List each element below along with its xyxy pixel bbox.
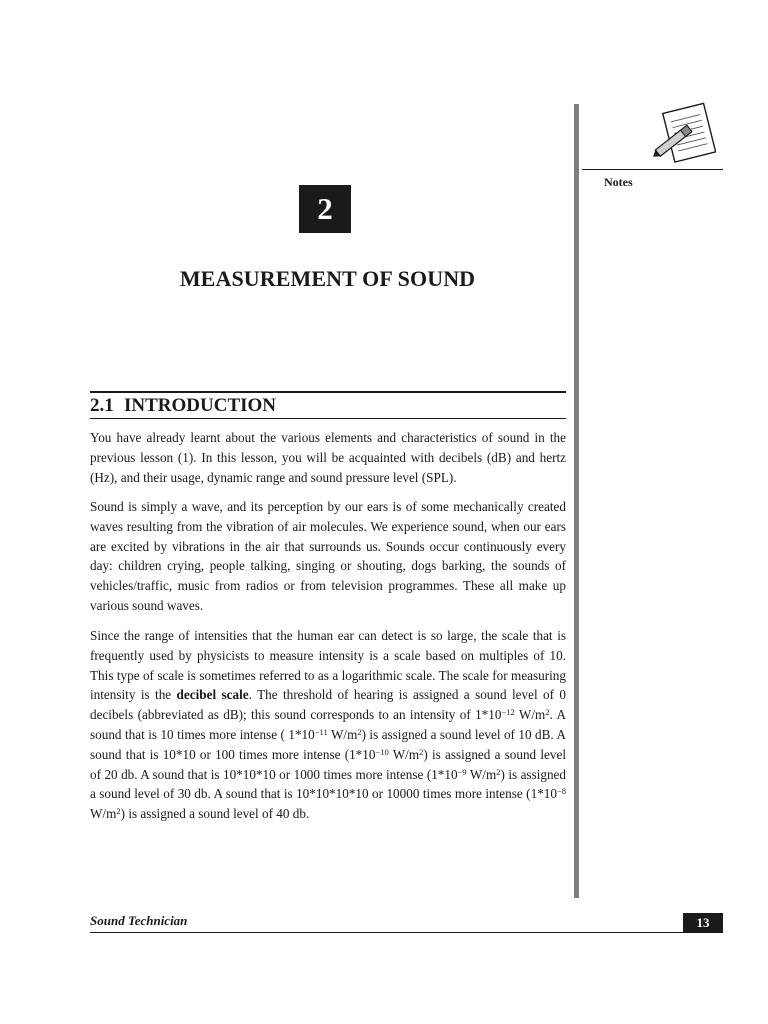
page-number: 13: [683, 913, 723, 932]
footer-rule: [90, 932, 723, 933]
section-rule-bottom: [90, 418, 566, 419]
writing-pad-icon: [648, 102, 716, 166]
section-title: INTRODUCTION: [124, 395, 277, 416]
margin-divider: [574, 104, 579, 898]
section-rule-top: [90, 391, 566, 393]
chapter-number: 2: [299, 185, 351, 233]
section-heading: [90, 395, 276, 417]
paragraph-sound-wave: Sound is simply a wave, and its perception by our ears is of some mechanically created waves resulting from the vibration of air molecules. We experience sound, when our ears are excited by vibrations in the air that surrounds us. Sounds occur continuously every day: children crying, people talking, singing or shouting, dogs barking, the sounds of vehicles/traffic, music from radios or from television programmes. These all make up various sound waves.: [90, 499, 566, 613]
decibel-scale-term: decibel scale: [176, 687, 249, 703]
notes-label: Notes: [604, 175, 633, 189]
notes-rule: [582, 169, 723, 170]
footer-course-title: Sound Technician: [90, 913, 188, 928]
section-number: 2.1: [90, 395, 114, 416]
paragraph-decibel-scale: Since the range of intensities that the human ear can detect is so large, the scale that is frequently used by physicists to measure intensity is a scale based on multiples of 10. This type of scale is sometimes referred to as a logarithmic scale. The scale for measuring intensity is the decibel scale. The threshold of hearing is assigned a sound level of 0 decibels (abbreviated as dB); this sound corresponds to an intensity of $1*10^{-12}$ $W/m^2$. A sound that is 10 times more intense ( $1*10^{-11}$ $W/m^2$) is assigned a sound level of 10 dB. A sound that is 10*10 or 100 times more intense ($1*10^{-10}$ $W/m^2$) is assigned a sound level of 20 db. A sound that is 10*10*10 or 1000 times more intense ($1*10^{-9}$ $W/m^2$) is assigned a sound level of 30 db. A sound that is 10*10*10*10 or 10000 times more intense ($1*10^{-8}$ $W/m^2$) is assigned a sound level of 40 db.: [90, 628, 567, 822]
paragraph-intro: You have already learnt about the various elements and characteristics of sound in the previous lesson (1). In this lesson, you will be acquainted with decibels (dB) and hertz (Hz), and their usage, dynamic range and sound pressure level (SPL).: [90, 430, 566, 485]
chapter-title: MEASUREMENT OF SOUND: [179, 266, 476, 291]
